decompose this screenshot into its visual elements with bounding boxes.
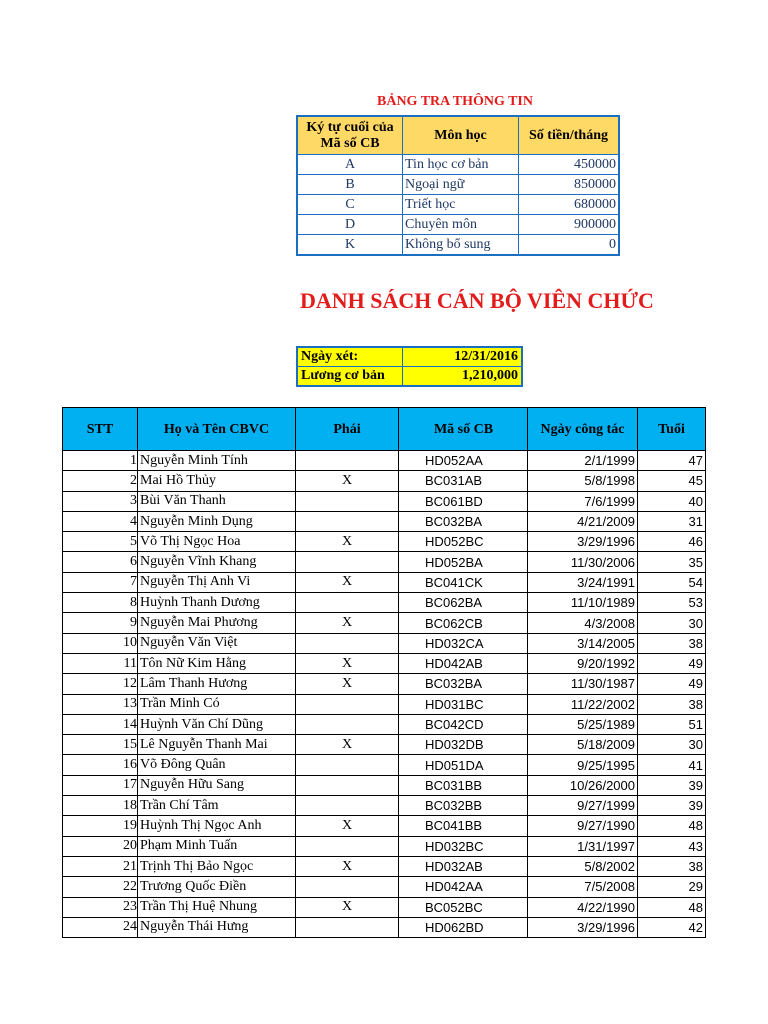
table-row	[63, 511, 706, 531]
cell-date[interactable]: 11/10/1989	[528, 593, 638, 613]
cell-name[interactable]: Lê Nguyễn Thanh Mai	[138, 735, 296, 755]
lookup-cell-amount[interactable]: 680000	[519, 195, 620, 215]
lookup-row	[297, 235, 619, 256]
cell-date[interactable]: 5/18/2009	[528, 735, 638, 755]
cell-name[interactable]: Huỳnh Thị Ngọc Anh	[138, 816, 296, 836]
cell-sex[interactable]	[296, 714, 399, 734]
cell-stt[interactable]: 16	[63, 755, 138, 775]
cell-date[interactable]: 3/14/2005	[528, 633, 638, 653]
cell-code[interactable]: HD032AB	[399, 856, 528, 876]
lookup-cell-code[interactable]: D	[297, 215, 403, 235]
lookup-header-code: Ký tự cuối của Mã số CB	[297, 116, 403, 155]
cell-date[interactable]: 7/6/1999	[528, 491, 638, 511]
info-box	[296, 346, 523, 387]
table-row	[63, 836, 706, 856]
cell-age[interactable]: 49	[638, 653, 706, 673]
cell-stt[interactable]: 24	[63, 917, 138, 937]
cell-sex[interactable]	[296, 451, 399, 471]
base-salary-value[interactable]: 1,210,000	[403, 367, 523, 387]
table-row	[63, 451, 706, 471]
cell-sex[interactable]	[296, 511, 399, 531]
cell-code[interactable]: HD042AA	[399, 877, 528, 897]
cell-code[interactable]: BC042CD	[399, 714, 528, 734]
cell-code[interactable]: HD032CA	[399, 633, 528, 653]
cell-sex[interactable]	[296, 836, 399, 856]
lookup-cell-subject[interactable]: Tin học cơ bản	[403, 155, 519, 175]
cell-date[interactable]: 1/31/1997	[528, 836, 638, 856]
cell-name[interactable]: Nguyễn Thái Hưng	[138, 917, 296, 937]
cell-name[interactable]: Mai Hồ Thủy	[138, 471, 296, 491]
cell-sex[interactable]: X	[296, 572, 399, 592]
table-row	[63, 674, 706, 694]
cell-date[interactable]: 10/26/2000	[528, 775, 638, 795]
cell-stt[interactable]: 20	[63, 836, 138, 856]
cell-stt[interactable]: 5	[63, 532, 138, 552]
cell-age[interactable]: 38	[638, 694, 706, 714]
cell-sex[interactable]	[296, 775, 399, 795]
cell-sex[interactable]: X	[296, 471, 399, 491]
header-code: Mã số CB	[399, 408, 528, 451]
header-date: Ngày công tác	[528, 408, 638, 451]
header-age: Tuổi	[638, 408, 706, 451]
cell-sex[interactable]: X	[296, 532, 399, 552]
cell-stt[interactable]: 1	[63, 451, 138, 471]
lookup-cell-subject[interactable]: Chuyên môn	[403, 215, 519, 235]
cell-name[interactable]: Võ Đông Quân	[138, 755, 296, 775]
cell-code[interactable]: BC032BB	[399, 796, 528, 816]
cell-sex[interactable]	[296, 796, 399, 816]
lookup-header-subject: Môn học	[403, 116, 519, 155]
cell-date[interactable]: 5/25/1989	[528, 714, 638, 734]
cell-code[interactable]: HD052BA	[399, 552, 528, 572]
cell-stt[interactable]: 12	[63, 674, 138, 694]
cell-date[interactable]: 9/20/1992	[528, 653, 638, 673]
cell-age[interactable]: 54	[638, 572, 706, 592]
lookup-row	[297, 195, 619, 215]
lookup-cell-amount[interactable]: 450000	[519, 155, 620, 175]
lookup-cell-code[interactable]: A	[297, 155, 403, 175]
cell-name[interactable]: Trịnh Thị Bảo Ngọc	[138, 856, 296, 876]
cell-stt[interactable]: 21	[63, 856, 138, 876]
cell-age[interactable]: 29	[638, 877, 706, 897]
cell-code[interactable]: HD032BC	[399, 836, 528, 856]
lookup-cell-code[interactable]: K	[297, 235, 403, 256]
table-row	[63, 755, 706, 775]
cell-code[interactable]: BC062BA	[399, 593, 528, 613]
cell-name[interactable]: Nguyễn Hữu Sang	[138, 775, 296, 795]
cell-name[interactable]: Nguyễn Minh Tính	[138, 451, 296, 471]
cell-name[interactable]: Trần Thị Huệ Nhung	[138, 897, 296, 917]
table-row	[63, 877, 706, 897]
cell-stt[interactable]: 7	[63, 572, 138, 592]
cell-code[interactable]: BC032BA	[399, 674, 528, 694]
cell-stt[interactable]: 10	[63, 633, 138, 653]
lookup-table-title: BẢNG TRA THÔNG TIN	[377, 94, 533, 109]
header-sex: Phái	[296, 408, 399, 451]
cell-sex[interactable]	[296, 755, 399, 775]
lookup-cell-subject[interactable]: Không bổ sung	[403, 235, 519, 256]
cell-stt[interactable]: 22	[63, 877, 138, 897]
staff-table	[62, 407, 706, 938]
table-row	[63, 735, 706, 755]
page-title: DANH SÁCH CÁN BỘ VIÊN CHỨC	[300, 288, 654, 313]
table-row	[63, 917, 706, 937]
cell-age[interactable]: 48	[638, 897, 706, 917]
cell-age[interactable]: 30	[638, 735, 706, 755]
cell-code[interactable]: HD052BC	[399, 532, 528, 552]
cell-date[interactable]: 9/27/1999	[528, 796, 638, 816]
cell-date[interactable]: 5/8/1998	[528, 471, 638, 491]
cell-code[interactable]: BC052BC	[399, 897, 528, 917]
cell-name[interactable]: Võ Thị Ngọc Hoa	[138, 532, 296, 552]
table-row	[63, 775, 706, 795]
cell-name[interactable]: Phạm Minh Tuấn	[138, 836, 296, 856]
table-row	[63, 714, 706, 734]
cell-code[interactable]: BC031BB	[399, 775, 528, 795]
table-row	[63, 471, 706, 491]
lookup-row	[297, 215, 619, 235]
cell-age[interactable]: 49	[638, 674, 706, 694]
cell-stt[interactable]: 19	[63, 816, 138, 836]
cell-sex[interactable]: X	[296, 674, 399, 694]
cell-age[interactable]: 46	[638, 532, 706, 552]
cell-name[interactable]: Nguyễn Thị Anh Vi	[138, 572, 296, 592]
table-row	[63, 816, 706, 836]
cell-age[interactable]: 35	[638, 552, 706, 572]
table-row	[63, 856, 706, 876]
cell-code[interactable]: BC041BB	[399, 816, 528, 836]
cell-code[interactable]: HD052AA	[399, 451, 528, 471]
cell-sex[interactable]	[296, 633, 399, 653]
lookup-cell-subject[interactable]: Triết học	[403, 195, 519, 215]
cell-sex[interactable]	[296, 877, 399, 897]
table-row	[63, 694, 706, 714]
cell-name[interactable]: Lâm Thanh Hương	[138, 674, 296, 694]
cell-age[interactable]: 38	[638, 633, 706, 653]
cell-code[interactable]: BC061BD	[399, 491, 528, 511]
cell-age[interactable]: 45	[638, 471, 706, 491]
lookup-cell-amount[interactable]: 900000	[519, 215, 620, 235]
review-date-label: Ngày xét:	[297, 347, 403, 367]
lookup-cell-amount[interactable]: 850000	[519, 175, 620, 195]
cell-sex[interactable]	[296, 694, 399, 714]
cell-stt[interactable]: 8	[63, 593, 138, 613]
cell-code[interactable]: HD042AB	[399, 653, 528, 673]
cell-sex[interactable]: X	[296, 653, 399, 673]
cell-name[interactable]: Nguyễn Mai Phương	[138, 613, 296, 633]
cell-code[interactable]: HD031BC	[399, 694, 528, 714]
cell-date[interactable]: 3/29/1996	[528, 532, 638, 552]
cell-stt[interactable]: 3	[63, 491, 138, 511]
lookup-header-amount: Số tiền/tháng	[519, 116, 620, 155]
cell-date[interactable]: 2/1/1999	[528, 451, 638, 471]
cell-name[interactable]: Bùi Văn Thanh	[138, 491, 296, 511]
cell-age[interactable]: 47	[638, 451, 706, 471]
cell-name[interactable]: Nguyễn Vĩnh Khang	[138, 552, 296, 572]
table-row	[63, 572, 706, 592]
cell-date[interactable]: 4/22/1990	[528, 897, 638, 917]
cell-age[interactable]: 51	[638, 714, 706, 734]
cell-date[interactable]: 4/3/2008	[528, 613, 638, 633]
lookup-row	[297, 175, 619, 195]
cell-age[interactable]: 31	[638, 511, 706, 531]
table-row	[63, 532, 706, 552]
table-row	[63, 613, 706, 633]
cell-name[interactable]: Trương Quốc Điền	[138, 877, 296, 897]
review-date-value[interactable]: 12/31/2016	[403, 347, 523, 367]
cell-sex[interactable]: X	[296, 816, 399, 836]
table-row	[63, 491, 706, 511]
cell-stt[interactable]: 18	[63, 796, 138, 816]
cell-name[interactable]: Trần Minh Có	[138, 694, 296, 714]
lookup-table	[296, 115, 620, 256]
cell-sex[interactable]	[296, 552, 399, 572]
lookup-cell-amount[interactable]: 0	[519, 235, 620, 256]
cell-date[interactable]: 9/27/1990	[528, 816, 638, 836]
cell-name[interactable]: Huỳnh Văn Chí Dũng	[138, 714, 296, 734]
cell-sex[interactable]	[296, 491, 399, 511]
header-name: Họ và Tên CBVC	[138, 408, 296, 451]
cell-stt[interactable]: 15	[63, 735, 138, 755]
cell-age[interactable]: 40	[638, 491, 706, 511]
cell-stt[interactable]: 14	[63, 714, 138, 734]
table-row	[63, 897, 706, 917]
cell-age[interactable]: 53	[638, 593, 706, 613]
cell-name[interactable]: Huỳnh Thanh Dương	[138, 593, 296, 613]
cell-sex[interactable]: X	[296, 613, 399, 633]
cell-stt[interactable]: 2	[63, 471, 138, 491]
cell-age[interactable]: 30	[638, 613, 706, 633]
cell-stt[interactable]: 4	[63, 511, 138, 531]
table-row	[63, 653, 706, 673]
lookup-cell-code[interactable]: C	[297, 195, 403, 215]
cell-stt[interactable]: 13	[63, 694, 138, 714]
table-row	[63, 796, 706, 816]
cell-age[interactable]: 41	[638, 755, 706, 775]
cell-sex[interactable]: X	[296, 856, 399, 876]
base-salary-label: Lương cơ bản	[297, 367, 403, 387]
cell-code[interactable]: BC032BA	[399, 511, 528, 531]
cell-sex[interactable]: X	[296, 735, 399, 755]
cell-name[interactable]: Trần Chí Tâm	[138, 796, 296, 816]
cell-code[interactable]: HD062BD	[399, 917, 528, 937]
cell-code[interactable]: BC062CB	[399, 613, 528, 633]
cell-stt[interactable]: 11	[63, 653, 138, 673]
cell-code[interactable]: BC031AB	[399, 471, 528, 491]
cell-date[interactable]: 11/22/2002	[528, 694, 638, 714]
header-stt: STT	[63, 408, 138, 451]
cell-date[interactable]: 11/30/1987	[528, 674, 638, 694]
cell-name[interactable]: Nguyễn Minh Dụng	[138, 511, 296, 531]
cell-date[interactable]: 4/21/2009	[528, 511, 638, 531]
table-row	[63, 593, 706, 613]
cell-age[interactable]: 38	[638, 856, 706, 876]
table-row	[63, 552, 706, 572]
cell-date[interactable]: 3/29/1996	[528, 917, 638, 937]
cell-date[interactable]: 5/8/2002	[528, 856, 638, 876]
cell-sex[interactable]	[296, 917, 399, 937]
cell-stt[interactable]: 6	[63, 552, 138, 572]
cell-stt[interactable]: 23	[63, 897, 138, 917]
cell-name[interactable]: Nguyễn Văn Việt	[138, 633, 296, 653]
cell-code[interactable]: HD051DA	[399, 755, 528, 775]
lookup-cell-subject[interactable]: Ngoại ngữ	[403, 175, 519, 195]
cell-age[interactable]: 42	[638, 917, 706, 937]
cell-date[interactable]: 7/5/2008	[528, 877, 638, 897]
cell-stt[interactable]: 17	[63, 775, 138, 795]
cell-age[interactable]: 39	[638, 796, 706, 816]
lookup-cell-code[interactable]: B	[297, 175, 403, 195]
cell-sex[interactable]: X	[296, 897, 399, 917]
table-row	[63, 633, 706, 653]
cell-code[interactable]: HD032DB	[399, 735, 528, 755]
cell-age[interactable]: 48	[638, 816, 706, 836]
cell-sex[interactable]	[296, 593, 399, 613]
cell-code[interactable]: BC041CK	[399, 572, 528, 592]
cell-date[interactable]: 9/25/1995	[528, 755, 638, 775]
cell-date[interactable]: 3/24/1991	[528, 572, 638, 592]
cell-age[interactable]: 39	[638, 775, 706, 795]
cell-name[interactable]: Tôn Nữ Kim Hằng	[138, 653, 296, 673]
cell-stt[interactable]: 9	[63, 613, 138, 633]
cell-date[interactable]: 11/30/2006	[528, 552, 638, 572]
cell-age[interactable]: 43	[638, 836, 706, 856]
lookup-row	[297, 155, 619, 175]
